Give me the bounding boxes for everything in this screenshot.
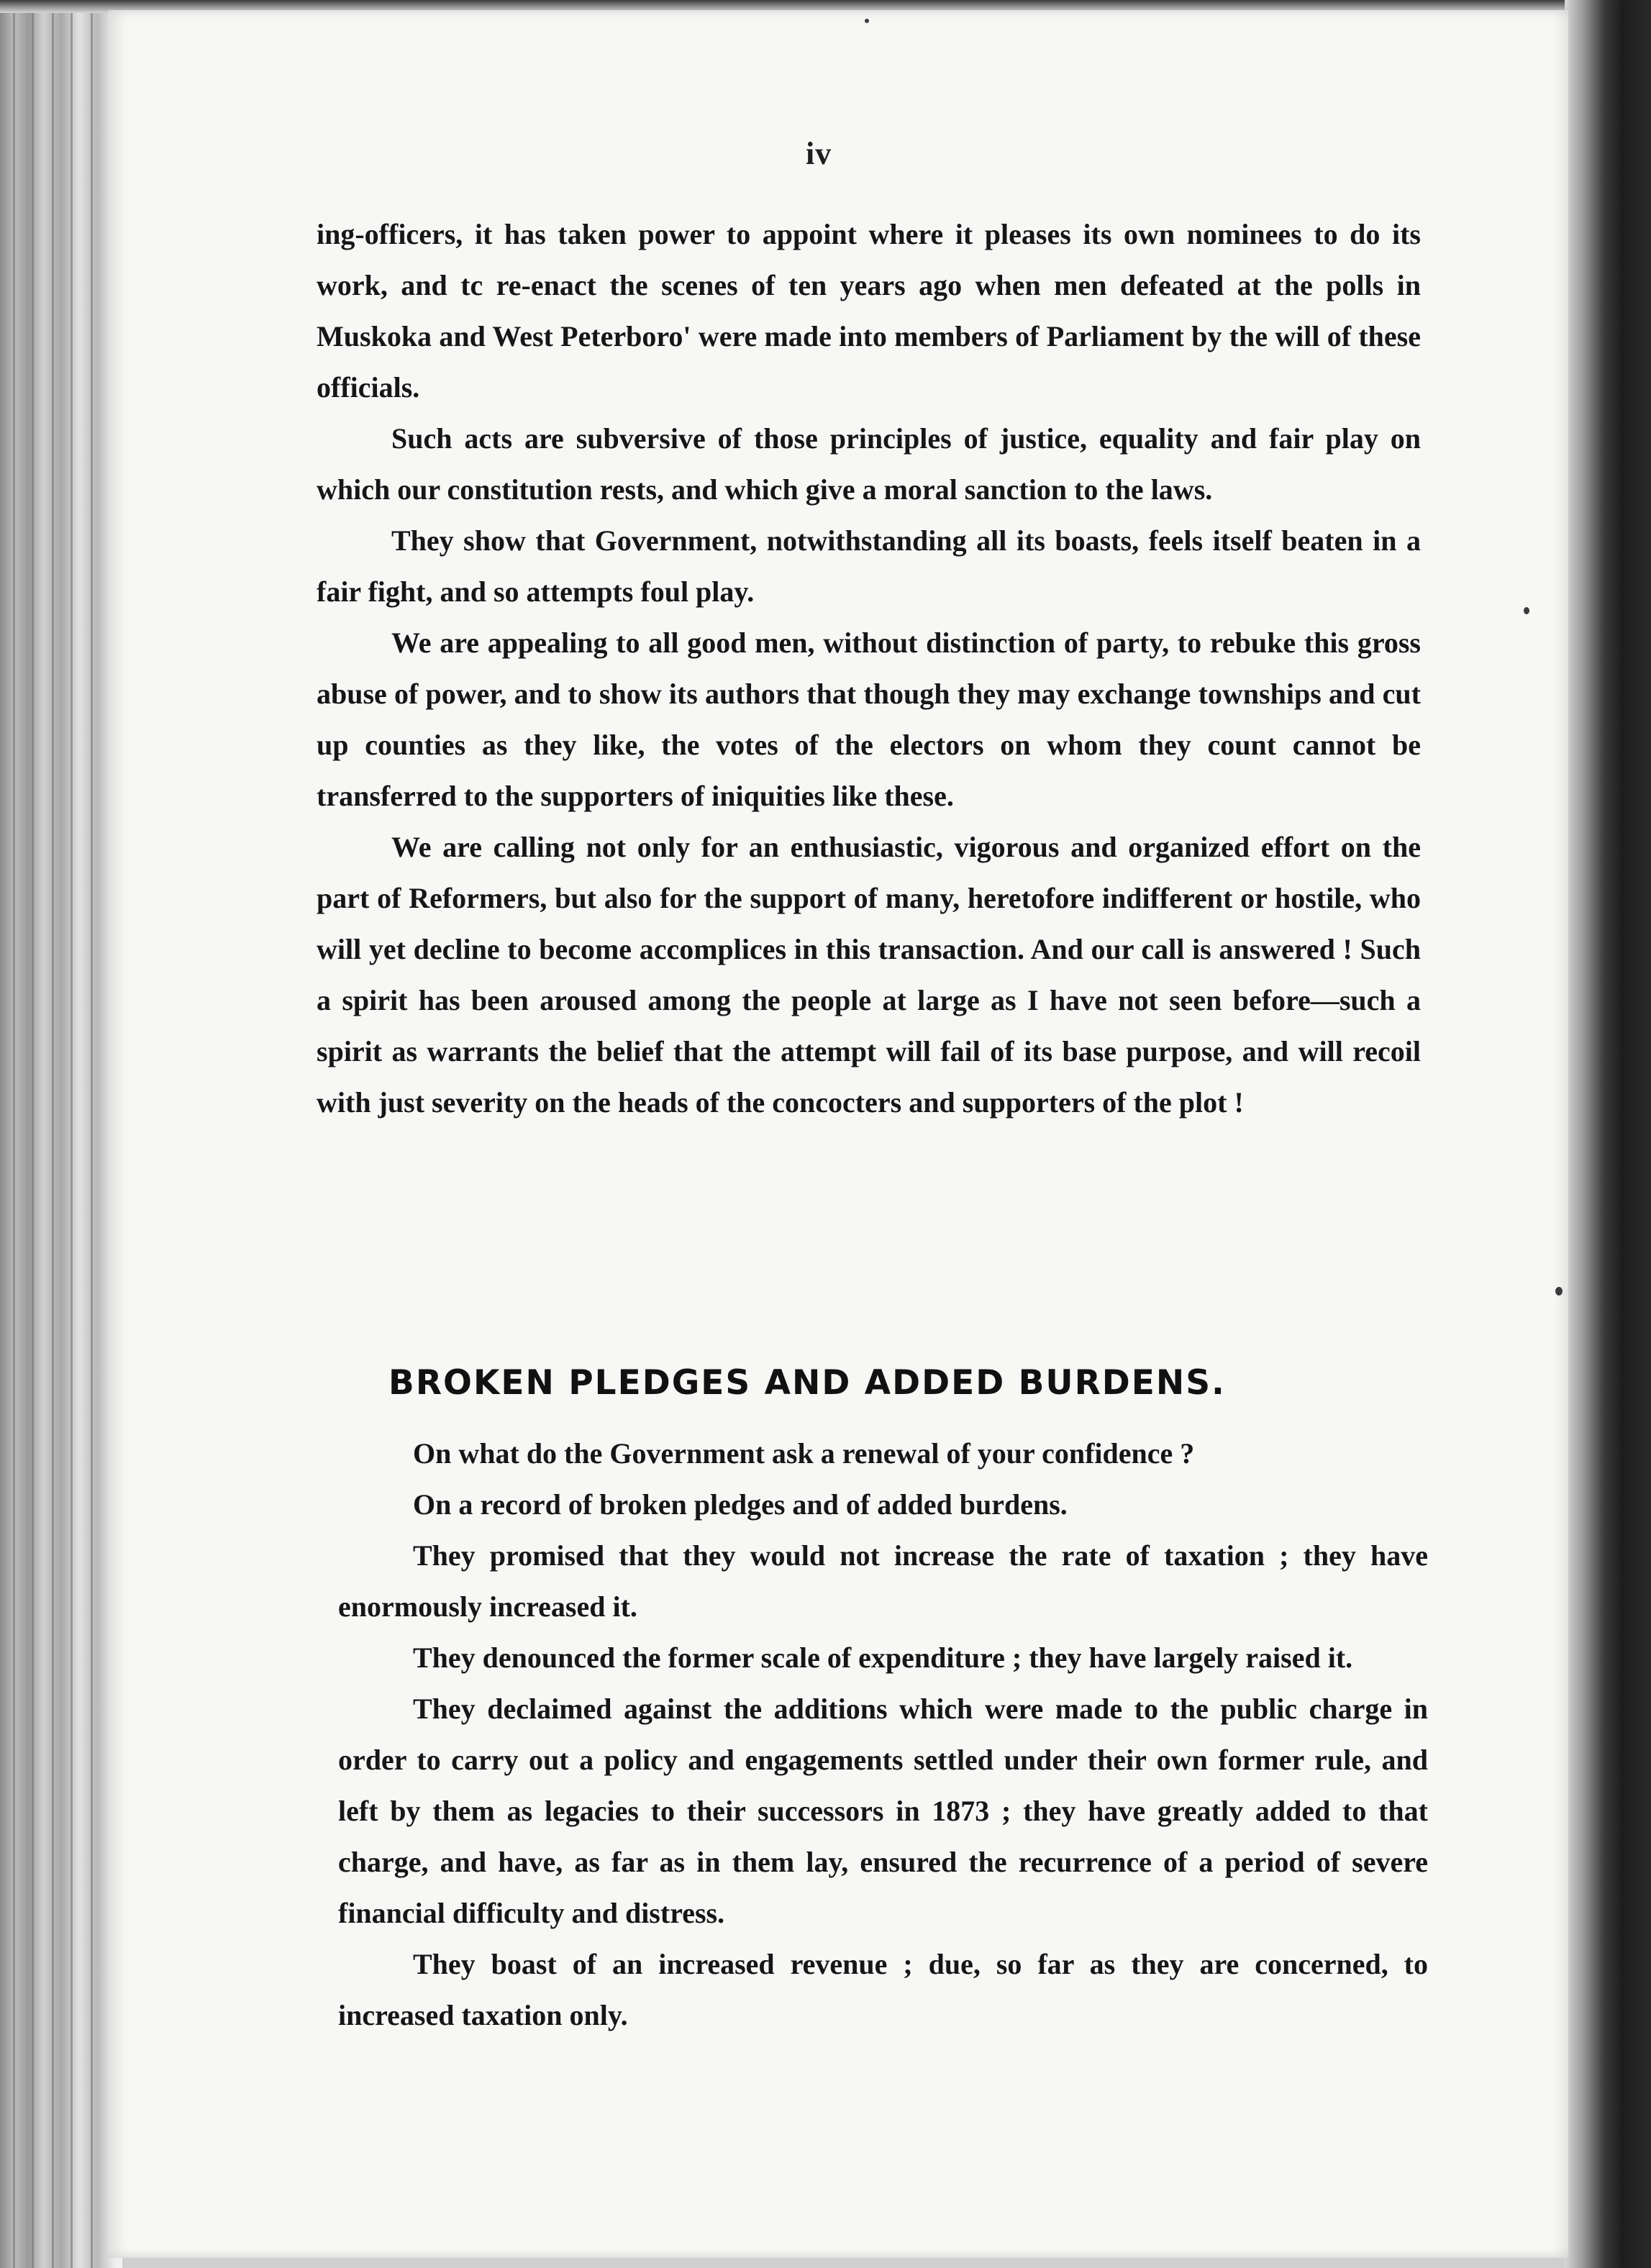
paragraph: They declaimed against the additions which were made to the public charge in order to carry out a policy and engagements settled under their own former rule, and left by them as legacies to their successors in 1873 ; they have greatly added to that charge, and have, as far as in them lay, ensured the recurrence of a period of severe financial difficulty and distress. <box>338 1693 1428 1929</box>
page-edge-line <box>52 0 54 2268</box>
paragraph: ing-officers, it has taken power to appoint where it pleases its own nominees to do its work, and tc re-enact the scenes of ten years ago when men defeated at the polls in Muskoka and West Peterboro' were made into members of Parliament by the will of these officials. <box>317 218 1421 404</box>
paragraph: On what do the Government ask a renewal of your confidence ? <box>413 1437 1195 1470</box>
page-edge-stack <box>0 0 122 2268</box>
body-text-section-1 <box>317 209 1421 1128</box>
paragraph: Such acts are subversive of those principles of justice, equality and fair play on which our constitution rests, and which give a moral sanction to the laws. <box>317 422 1421 506</box>
paragraph: We are appealing to all good men, without distinction of party, to rebuke this gross abuse of power, and to show its authors that though they may exchange townships and cut up counties as they like, the votes of the electors on whom they count cannot be transferred to the supporters of iniquities like these. <box>317 627 1421 812</box>
ink-speck <box>865 19 869 23</box>
paragraph: They promised that they would not increase the rate of taxation ; they have enormously increased it. <box>338 1539 1428 1623</box>
paragraph: They denounced the former scale of expenditure ; they have largely raised it. <box>413 1641 1353 1674</box>
page-edge-line <box>13 0 15 2268</box>
page-edge-line <box>32 0 34 2268</box>
paragraph: They show that Government, notwithstanding all its boasts, feels itself beaten in a fair fight, and so attempts foul play. <box>317 524 1421 608</box>
paragraph: They boast of an increased revenue ; due, so far as they are concerned, to increased taxation only. <box>338 1948 1428 2031</box>
paragraph: On a record of broken pledges and of added burdens. <box>413 1488 1068 1521</box>
section-heading: BROKEN PLEDGES AND ADDED BURDENS. <box>388 1363 1226 1403</box>
page-edge-line <box>91 0 93 2268</box>
binding-shadow <box>1565 0 1651 2268</box>
page-number: iv <box>806 136 832 171</box>
body-text-section-2 <box>338 1428 1428 2041</box>
page-edge-line <box>71 0 73 2268</box>
ink-speck <box>1524 607 1529 614</box>
paragraph: We are calling not only for an enthusiastic, vigorous and organized effort on the part of Reformers, but also for the support of many, heretofore indifferent or hostile, who will yet decline to become accomplices in this transaction. And our call is answered ! Such a spirit has been aroused among the people at large as I have not seen before—such a spirit as warrants the belief that the attempt will fail of its base purpose, and will recoil with just severity on the heads of the concocters and supporters of the plot ! <box>317 831 1421 1119</box>
ink-speck <box>1555 1287 1563 1295</box>
